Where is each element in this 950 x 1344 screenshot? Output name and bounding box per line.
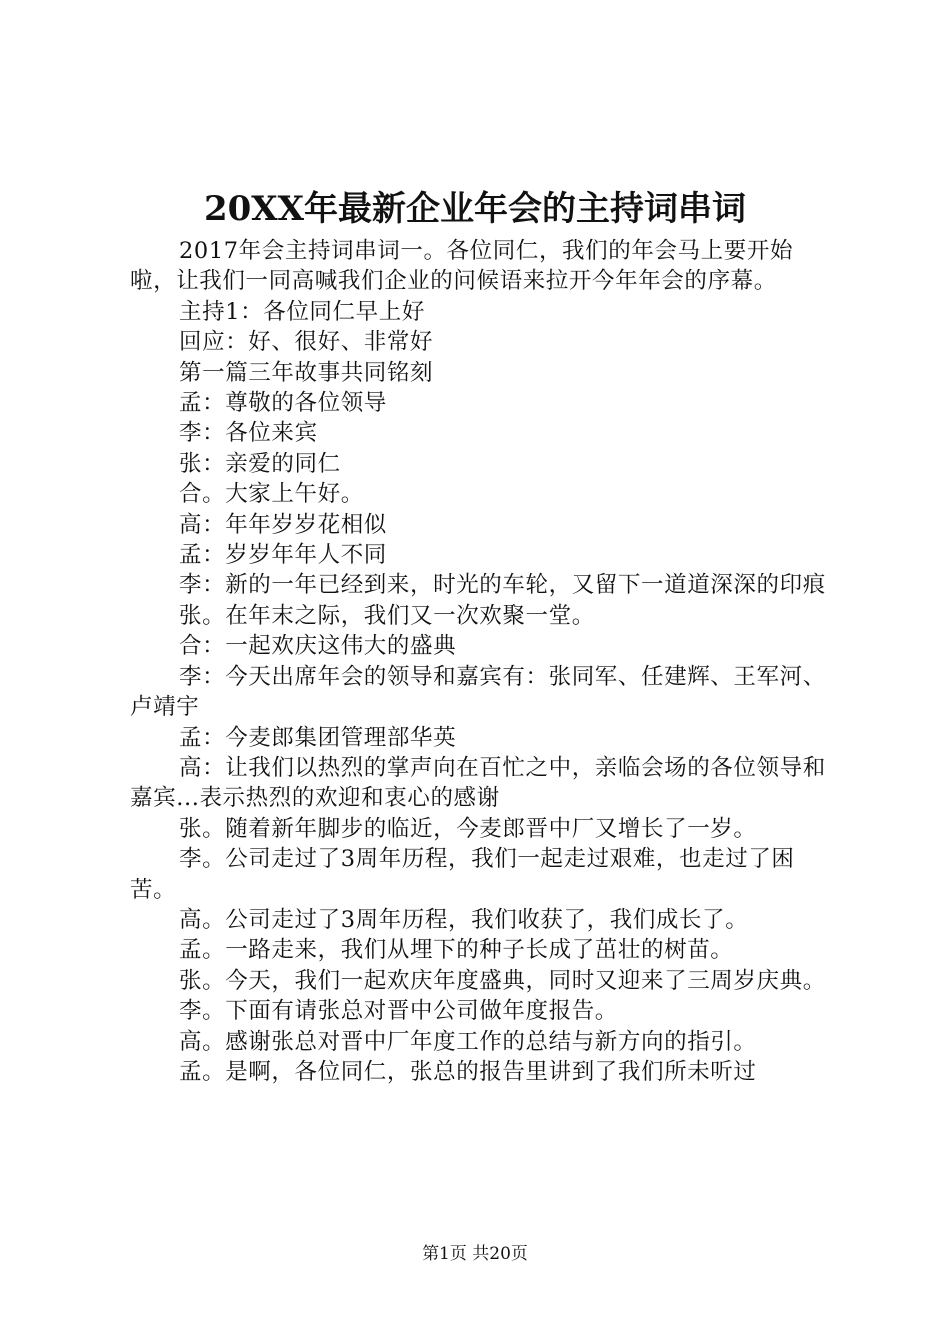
paragraph: 孟：今麦郎集团管理部华英	[179, 724, 457, 751]
document-body	[130, 236, 834, 1087]
paragraph: 李。公司走过了3周年历程，我们一起走过艰难，也走过了困苦。	[130, 846, 795, 903]
paragraph: 张。在年末之际，我们又一次欢聚一堂。	[179, 602, 595, 629]
paragraph: 2017年会主持词串词一。各位同仁，我们的年会马上要开始啦，让我们一同高喊我们企业的问候语来拉开今年年会的序幕。	[130, 238, 794, 295]
page-title: 20XX年最新企业年会的主持词串词	[203, 189, 747, 229]
paragraph: 高。感谢张总对晋中厂年度工作的总结与新方向的指引。	[179, 1028, 757, 1055]
paragraph: 张。随着新年脚步的临近，今麦郎晋中厂又增长了一岁。	[179, 815, 757, 842]
paragraph: 张。今天，我们一起欢庆年度盛典，同时又迎来了三周岁庆典。	[179, 967, 826, 994]
page-number-footer: 第1页 共20页	[422, 1244, 528, 1264]
paragraph: 孟。是啊，各位同仁，张总的报告里讲到了我们所未听过	[179, 1058, 757, 1085]
paragraph: 李：各位来宾	[179, 420, 318, 447]
paragraph: 李。下面有请张总对晋中公司做年度报告。	[179, 998, 618, 1025]
paragraph: 张：亲爱的同仁	[179, 450, 341, 477]
paragraph: 孟：尊敬的各位领导	[179, 390, 387, 417]
paragraph: 第一篇三年故事共同铭刻	[179, 359, 434, 386]
paragraph: 合：一起欢庆这伟大的盛典	[179, 633, 457, 660]
paragraph: 主持1：各位同仁早上好	[179, 298, 425, 325]
paragraph: 高：年年岁岁花相似	[179, 511, 387, 538]
paragraph: 回应：好、很好、非常好	[179, 329, 434, 356]
paragraph: 合。大家上午好。	[179, 481, 364, 508]
paragraph: 高：让我们以热烈的掌声向在百忙之中，亲临会场的各位领导和嘉宾...表示热烈的欢迎和衷心的感谢	[130, 754, 826, 812]
paragraph: 高。公司走过了3周年历程，我们收获了，我们成长了。	[179, 906, 749, 933]
paragraph: 孟：岁岁年年人不同	[179, 542, 387, 569]
paragraph: 李：新的一年已经到来，时光的车轮，又留下一道道深深的印痕	[179, 572, 826, 599]
paragraph: 孟。一路走来，我们从埋下的种子长成了茁壮的树苗。	[179, 937, 734, 964]
paragraph: 李：今天出席年会的领导和嘉宾有：张同军、任建辉、王军河、卢靖宇	[130, 663, 826, 721]
